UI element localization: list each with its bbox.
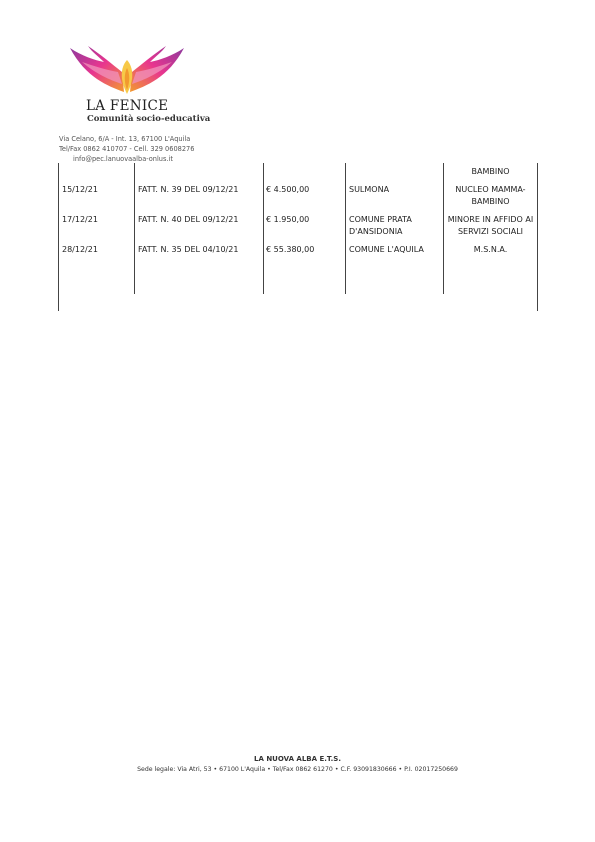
- carryover-cell: BAMBINO: [471, 167, 510, 176]
- row-amount: € 4.500,00: [266, 185, 310, 194]
- footer-title: LA NUOVA ALBA E.T.S.: [254, 755, 341, 763]
- column-divider: [263, 163, 264, 294]
- logo: [62, 42, 211, 124]
- row-type: MINORE IN AFFIDO AI SERVIZI SOCIALI: [447, 215, 534, 236]
- logo-subtitle: Comunità socio-educativa: [87, 114, 211, 124]
- row-date: 17/12/21: [62, 215, 98, 224]
- column-divider: [134, 163, 135, 294]
- email-line: info@pec.lanuovaalba-onlus.it: [73, 155, 173, 163]
- header-address: [59, 134, 194, 164]
- row-type: M.S.N.A.: [473, 245, 508, 254]
- invoice-table: [58, 163, 538, 311]
- row-amount: € 55.380,00: [266, 245, 315, 254]
- row-date: 28/12/21: [62, 245, 98, 254]
- address-line: Via Celano, 6/A - Int. 13, 67100 L'Aquila: [59, 135, 191, 143]
- row-entity: SULMONA: [349, 185, 390, 194]
- table-border-left: [58, 163, 59, 311]
- row-invoice: FATT. N. 39 DEL 09/12/21: [138, 185, 239, 194]
- row-type: NUCLEO MAMMA-BAMBINO: [455, 185, 526, 206]
- phone-line: Tel/Fax 0862 410707 - Cell. 329 0608276: [59, 145, 195, 153]
- footer-legal-line: Sede legale: Via Atri, 53 • 67100 L'Aquila • Tel/Fax 0862 61270 • C.F. 93091830666 • P.I. 02017250669: [137, 766, 458, 773]
- row-invoice: FATT. N. 35 DEL 04/10/21: [138, 245, 239, 254]
- phoenix-wings-icon: [68, 42, 186, 98]
- row-date: 15/12/21: [62, 185, 98, 194]
- column-divider: [345, 163, 346, 294]
- logo-name: LA FENICE: [86, 98, 169, 114]
- row-invoice: FATT. N. 40 DEL 09/12/21: [138, 215, 239, 224]
- row-entity: COMUNE L'AQUILA: [349, 245, 424, 254]
- table-border-right: [537, 163, 538, 311]
- row-amount: € 1.950,00: [266, 215, 310, 224]
- row-entity: COMUNE PRATA D'ANSIDONIA: [349, 215, 412, 236]
